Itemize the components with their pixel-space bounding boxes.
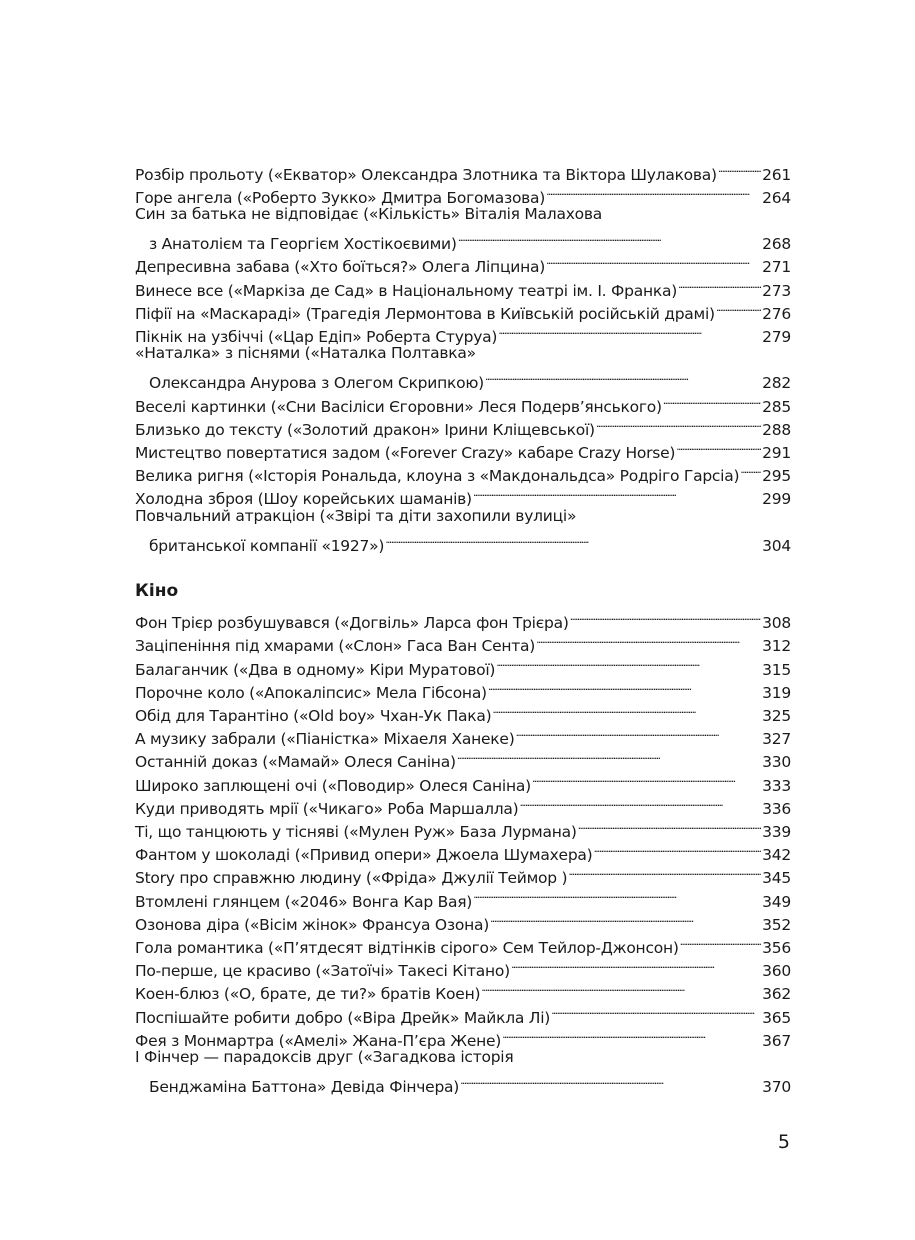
toc-entry-page: 291 bbox=[762, 444, 791, 463]
toc-entry-title: Веселі картинки («Сни Васіліси Єгоровни» Леся Подерв’янського) bbox=[135, 397, 662, 416]
dot-leader bbox=[663, 389, 761, 412]
toc-entry-page: 288 bbox=[762, 420, 791, 439]
dot-leader bbox=[568, 860, 761, 883]
toc-entry-title: «Наталка» з піснями («Наталка Полтавка» bbox=[135, 344, 476, 363]
toc-entry-title: Порочне коло («Апокаліпсис» Мела Гібсона) bbox=[135, 683, 487, 702]
toc-entry-page: 304 bbox=[762, 536, 791, 555]
toc-entry-title: Ті, що танцюють у тісняві («Мулен Руж» База Лурмана) bbox=[135, 822, 577, 841]
toc-entry-page: 299 bbox=[762, 490, 791, 509]
toc-entry-page: 264 bbox=[762, 188, 791, 207]
toc-entry-title: Коен-блюз («О, брате, де ти?» братів Коен) bbox=[135, 985, 481, 1004]
toc-entry bbox=[135, 907, 791, 934]
toc-entry-page: 282 bbox=[762, 374, 791, 393]
section-title-kino: Кіно bbox=[135, 581, 179, 601]
toc-entry-title: Повчальний атракціон («Звірі та діти захопили вулиці» bbox=[135, 506, 577, 525]
toc-entry-title: Горе ангела («Роберто Зукко» Дмитра Богомазова) bbox=[135, 188, 546, 207]
toc-entry bbox=[135, 814, 791, 841]
toc-entry-title: Обід для Тарантіно («Old boy» Чхан-Ук Пака) bbox=[135, 706, 492, 725]
toc-entry bbox=[135, 1046, 791, 1097]
toc-entry-page: 356 bbox=[762, 938, 791, 957]
toc-entry-title: британської компанії «1927») bbox=[149, 536, 385, 555]
toc-entry-page: 285 bbox=[762, 397, 791, 416]
dot-leader bbox=[546, 249, 761, 272]
dot-leader bbox=[546, 180, 761, 203]
dot-leader bbox=[485, 365, 761, 388]
dot-leader bbox=[536, 628, 761, 651]
toc-entry bbox=[135, 505, 791, 555]
toc-entry-page: 308 bbox=[762, 614, 791, 633]
toc-entry-page: 367 bbox=[762, 1031, 791, 1050]
dot-leader bbox=[516, 721, 762, 744]
toc-entry-title: Куди приводять мрії («Чикаго» Роба Маршалла) bbox=[135, 799, 519, 818]
dot-leader bbox=[676, 435, 761, 458]
dot-leader bbox=[578, 814, 762, 837]
toc-entry-title: з Анатолієм та Георгієм Хостікоєвими) bbox=[149, 235, 457, 254]
toc-entry bbox=[135, 319, 791, 347]
toc-entry-page: 333 bbox=[762, 776, 791, 795]
toc-entry-title: Пікнік на узбіччі («Цар Едіп» Роберта Стуруа) bbox=[135, 328, 498, 347]
toc-entry-title: Втомлені глянцем («2046» Вонга Кар Вая) bbox=[135, 892, 473, 911]
toc-entry-page: 261 bbox=[762, 165, 791, 184]
dot-leader bbox=[460, 1069, 761, 1092]
dot-leader bbox=[457, 744, 761, 767]
toc-entry-title: По-перше, це красиво («Затоїчі» Такесі Кітано) bbox=[135, 962, 510, 981]
toc-entry-title: Винесе все («Маркіза де Сад» в Національному театрі ім. І. Франка) bbox=[135, 281, 677, 300]
toc-entry-page: 319 bbox=[762, 683, 791, 702]
dot-leader bbox=[490, 907, 761, 930]
dot-leader bbox=[511, 953, 761, 976]
toc-entry-page: 312 bbox=[762, 637, 791, 656]
toc-entry-page: 325 bbox=[762, 706, 791, 725]
toc-entry-title: Story про справжню людину («Фріда» Джулії Теймор ) bbox=[135, 869, 568, 888]
dot-leader bbox=[596, 412, 761, 435]
toc-entry bbox=[135, 651, 791, 679]
toc-entry-title: І Фінчер — парадоксів друг («Загадкова історія bbox=[135, 1047, 514, 1066]
dot-leader bbox=[678, 273, 761, 296]
toc-entry bbox=[135, 744, 791, 772]
toc-entry bbox=[135, 296, 791, 323]
toc-entry-page: 362 bbox=[762, 985, 791, 1004]
toc-entry bbox=[135, 675, 791, 702]
toc-entry-title: Заціпеніння під хмарами («Слон» Гаса Ван Сента) bbox=[135, 637, 536, 656]
toc-entry bbox=[135, 883, 791, 911]
toc-entry-title: Розбір прольоту («Екватор» Олександра Злотника та Віктора Шулакова) bbox=[135, 165, 717, 184]
toc-entry-page: 268 bbox=[762, 235, 791, 254]
toc-entry-title: Велика ригня («Історія Рональда, клоуна з «Макдональдса» Родріго Гарсіа) bbox=[135, 467, 740, 486]
toc-entry bbox=[135, 342, 791, 393]
toc-entry bbox=[135, 837, 791, 865]
toc-entry bbox=[135, 791, 791, 818]
toc-entry-page: 276 bbox=[762, 304, 791, 323]
toc-entry-page: 336 bbox=[762, 799, 791, 818]
toc-entry-title: Фон Трієр розбушувався («Догвіль» Ларса фон Трієра) bbox=[135, 614, 569, 633]
toc-entry bbox=[135, 389, 791, 416]
toc-entry-page: 295 bbox=[762, 467, 791, 486]
dot-leader bbox=[458, 226, 761, 249]
toc-entry-page: 279 bbox=[762, 328, 791, 347]
toc-entry-page: 349 bbox=[762, 892, 791, 911]
toc-entry bbox=[135, 481, 791, 509]
toc-entry-title: Широко заплющені очі («Поводир» Олеся Саніна) bbox=[135, 776, 531, 795]
page-number: 5 bbox=[777, 1131, 790, 1153]
toc-entry-page: 352 bbox=[762, 915, 791, 934]
toc-entry-title: Поспішайте робити добро («Віра Дрейк» Майкла Лі) bbox=[135, 1008, 551, 1027]
dot-leader bbox=[473, 883, 761, 906]
toc-entry bbox=[135, 412, 791, 439]
toc-entry-page: 360 bbox=[762, 962, 791, 981]
toc-entry bbox=[135, 767, 791, 795]
toc-entry bbox=[135, 273, 791, 300]
toc-entry bbox=[135, 930, 791, 957]
toc-entry-page: 339 bbox=[762, 822, 791, 841]
toc-entry-page: 271 bbox=[762, 258, 791, 277]
toc-entry-title: Олександра Анурова з Олегом Скрипкою) bbox=[149, 374, 484, 393]
toc-entry bbox=[135, 435, 791, 463]
toc-entry-page: 330 bbox=[762, 753, 791, 772]
toc-entry bbox=[135, 860, 791, 888]
toc-entry-title: Гола романтика («П’ятдесят відтінків сірого» Сем Тейлор-Джонсон) bbox=[135, 938, 679, 957]
toc-entry-title: А музику забрали («Піаністка» Міхаеля Ханеке) bbox=[135, 730, 515, 749]
toc-entry bbox=[135, 203, 791, 254]
toc-entry-title: Балаганчик («Два в одному» Кіри Муратової) bbox=[135, 660, 496, 679]
toc-entry bbox=[135, 953, 791, 981]
toc-entry-title: Депресивна забава («Хто боїться?» Олега Ліпцина) bbox=[135, 258, 545, 277]
toc-entry-title: Бенджаміна Баттона» Девіда Фінчера) bbox=[149, 1078, 460, 1097]
toc-entry-title: Фея з Монмартра («Амелі» Жана-П’єра Жене) bbox=[135, 1031, 502, 1050]
toc-entry bbox=[135, 628, 791, 656]
toc-entry-title: Останній доказ («Мамай» Олеся Саніна) bbox=[135, 753, 456, 772]
dot-leader bbox=[473, 481, 761, 504]
toc-entry-page: 365 bbox=[762, 1008, 791, 1027]
dot-leader bbox=[532, 767, 761, 790]
toc-entry-page: 315 bbox=[762, 660, 791, 679]
dot-leader bbox=[496, 651, 761, 674]
dot-leader bbox=[718, 157, 761, 180]
toc-entry bbox=[135, 999, 791, 1027]
toc-entry bbox=[135, 157, 791, 184]
toc-entry-title: Піфії на «Маскараді» (Трагедія Лермонтова в Київській російській драмі) bbox=[135, 304, 715, 323]
toc-entry bbox=[135, 721, 791, 749]
toc-entry bbox=[135, 698, 791, 725]
dot-leader bbox=[570, 605, 762, 628]
dot-leader bbox=[492, 698, 761, 721]
toc-entry-title: Озонова діра («Вісім жінок» Франсуа Озона) bbox=[135, 915, 490, 934]
toc-entry bbox=[135, 605, 791, 633]
toc-entry bbox=[135, 1023, 791, 1050]
toc-entry-title: Близько до тексту («Золотий дракон» Ірини Кліщевської) bbox=[135, 420, 595, 439]
dot-leader bbox=[680, 930, 762, 953]
toc-entry-page: 370 bbox=[762, 1078, 791, 1097]
dot-leader bbox=[740, 458, 761, 481]
dot-leader bbox=[481, 976, 761, 999]
toc-entry-page: 273 bbox=[762, 281, 791, 300]
toc-entry-title: Холодна зброя (Шоу корейських шаманів) bbox=[135, 490, 472, 509]
toc-entry-title: Мистецтво повертатися задом («Forever Crazy» кабаре Crazy Horse) bbox=[135, 444, 676, 463]
dot-leader bbox=[498, 319, 761, 342]
dot-leader bbox=[519, 791, 761, 814]
toc-entry-page: 345 bbox=[762, 869, 791, 888]
toc-entry bbox=[135, 976, 791, 1004]
dot-leader bbox=[593, 837, 761, 860]
dot-leader bbox=[385, 528, 761, 551]
toc-entry-page: 327 bbox=[762, 730, 791, 749]
toc-entry-title: Син за батька не відповідає («Кількість» Віталія Малахова bbox=[135, 204, 602, 223]
dot-leader bbox=[502, 1023, 761, 1046]
toc-entry bbox=[135, 180, 791, 207]
toc-entry bbox=[135, 249, 791, 277]
toc-entry-page: 342 bbox=[762, 846, 791, 865]
dot-leader bbox=[488, 675, 761, 698]
dot-leader bbox=[716, 296, 761, 319]
toc-entry-title: Фантом у шоколаді («Привид опери» Джоела Шумахера) bbox=[135, 846, 593, 865]
toc-entry bbox=[135, 458, 791, 486]
dot-leader bbox=[551, 999, 761, 1022]
